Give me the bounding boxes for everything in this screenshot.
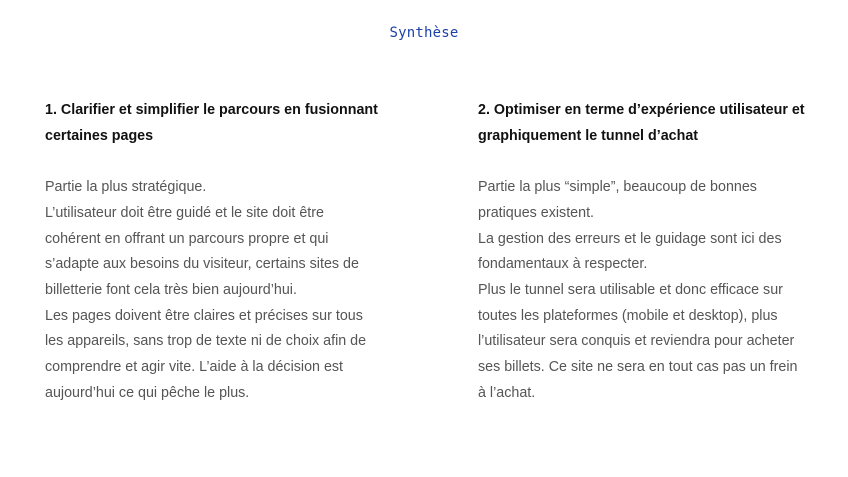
section-title <box>45 98 385 149</box>
body-line: La gestion des erreurs et le guidage sont ici des <box>478 230 782 247</box>
body-line: s’adapte aux besoins du visiteur, certains sites de <box>45 256 359 273</box>
body-line: cohérent en offrant un parcours propre et qui <box>45 230 329 247</box>
body-line: Partie la plus “simple”, beaucoup de bonnes <box>478 179 757 196</box>
section-optimiser <box>478 98 808 406</box>
page-heading: Synthèse <box>389 25 459 41</box>
title-line: graphiquement le tunnel d’achat <box>478 127 699 144</box>
section-clarifier <box>45 98 385 406</box>
section-body <box>45 175 385 406</box>
section-title <box>478 98 808 149</box>
body-line: L’utilisateur doit être guidé et le site doit être <box>45 204 324 221</box>
body-line: Partie la plus stratégique. <box>45 179 207 196</box>
body-line: l’utilisateur sera conquis et reviendra pour acheter <box>478 333 795 350</box>
body-line: Les pages doivent être claires et précises sur tous <box>45 307 363 324</box>
body-line: billetterie font cela très bien aujourd’hui. <box>45 281 297 298</box>
body-line: ses billets. Ce site ne sera en tout cas pas un frein <box>478 359 798 376</box>
body-line: comprendre et agir vite. L’aide à la décision est <box>45 359 344 376</box>
body-line: les appareils, sans trop de texte ni de choix afin de <box>45 333 367 350</box>
body-line: pratiques existent. <box>478 204 595 221</box>
body-line: toutes les plateformes (mobile et desktop), plus <box>478 307 778 324</box>
title-line: 1. Clarifier et simplifier le parcours en fusionnant <box>45 102 378 118</box>
title-line: 2. Optimiser en terme d’expérience utilisateur et <box>478 102 805 118</box>
body-line: fondamentaux à respecter. <box>478 256 648 273</box>
body-line: Plus le tunnel sera utilisable et donc efficace sur <box>478 281 783 298</box>
body-line: aujourd’hui ce qui pêche le plus. <box>45 384 250 401</box>
section-body <box>478 175 808 406</box>
title-line: certaines pages <box>45 127 154 144</box>
body-line: à l’achat. <box>478 384 536 401</box>
